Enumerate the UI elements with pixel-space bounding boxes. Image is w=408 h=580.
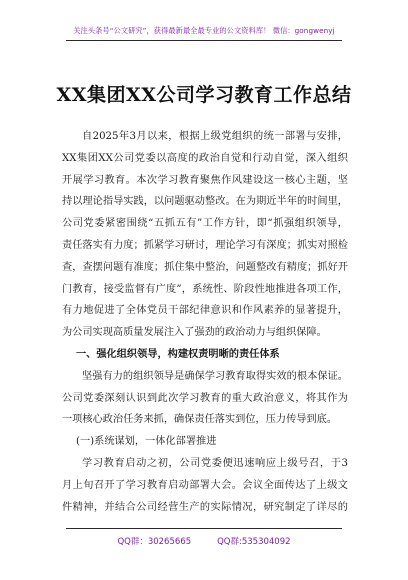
paragraph-line: 一项核心政治任务来抓，确保责任落实到位，压力传导到底。 bbox=[62, 414, 338, 426]
paragraph-line: 门教育，接受监督有广度”，系统性、阶段性地推进各项工作， bbox=[62, 283, 348, 295]
footer-divider bbox=[66, 528, 342, 529]
paragraph-line: 公司党委深刻认识到此次学习教育的重大政治意义，将其作为 bbox=[62, 392, 348, 404]
header-note: 关注头条号“公文研究”，获得最新最全最专业的公文资料库！ 微信：gongwenyj bbox=[73, 26, 335, 35]
section-heading: 一、强化组织领导，构建权责明晰的责任体系 bbox=[76, 347, 280, 360]
paragraph-line: 持以理论指导实践，以问题驱动整改。在为期近半年的时间里， bbox=[62, 196, 348, 208]
footer-qq-group-1: QQ群：30265665 bbox=[117, 537, 192, 547]
subsection-heading: (一)系统谋划，一体化部署推进 bbox=[76, 436, 217, 448]
paragraph-line: 查，查摆问题有准度；抓住集中整治，问题整改有精度；抓好开 bbox=[62, 261, 348, 273]
footer-qq-group-2: QQ群:535304092 bbox=[217, 537, 291, 547]
paragraph-line: 月上旬召开了学习教育启动部署大会。会议全面传达了上级文 bbox=[62, 479, 348, 491]
paragraph-line: 公司党委紧密围绕“五抓五有”工作方针，即“抓强组织领导， bbox=[62, 218, 348, 230]
footer bbox=[0, 535, 408, 547]
document-title: XX集团XX公司学习教育工作总结 bbox=[56, 84, 352, 106]
header-divider bbox=[66, 40, 342, 41]
paragraph-line: 责任落实有力度；抓紧学习研讨，理论学习有深度；抓实对照检 bbox=[62, 239, 348, 251]
paragraph-line: 件精神，并结合公司经营生产的实际情况，研究制定了详尽的 bbox=[62, 501, 348, 513]
paragraph-line: 学习教育启动之初，公司党委便迅速响应上级号召，于3 bbox=[82, 457, 348, 469]
paragraph-line: 为公司实现高质量发展注入了强劲的政治动力与组织保障。 bbox=[62, 327, 327, 339]
paragraph-line: 自2025年3月以来，根据上级党组织的统一部署与安排， bbox=[82, 131, 348, 142]
paragraph-line: XX集团XX公司党委以高度的政治自觉和行动自觉，深入组织 bbox=[62, 152, 348, 164]
paragraph-line: 有力地促进了全体党员干部纪律意识和作风素养的显著提升， bbox=[62, 305, 348, 317]
paragraph-line: 开展学习教育。本次学习教育聚焦作风建设这一核心主题，坚 bbox=[62, 174, 348, 186]
paragraph-line: 坚强有力的组织领导是确保学习教育取得实效的根本保证。 bbox=[82, 370, 348, 382]
document-body bbox=[62, 126, 348, 518]
